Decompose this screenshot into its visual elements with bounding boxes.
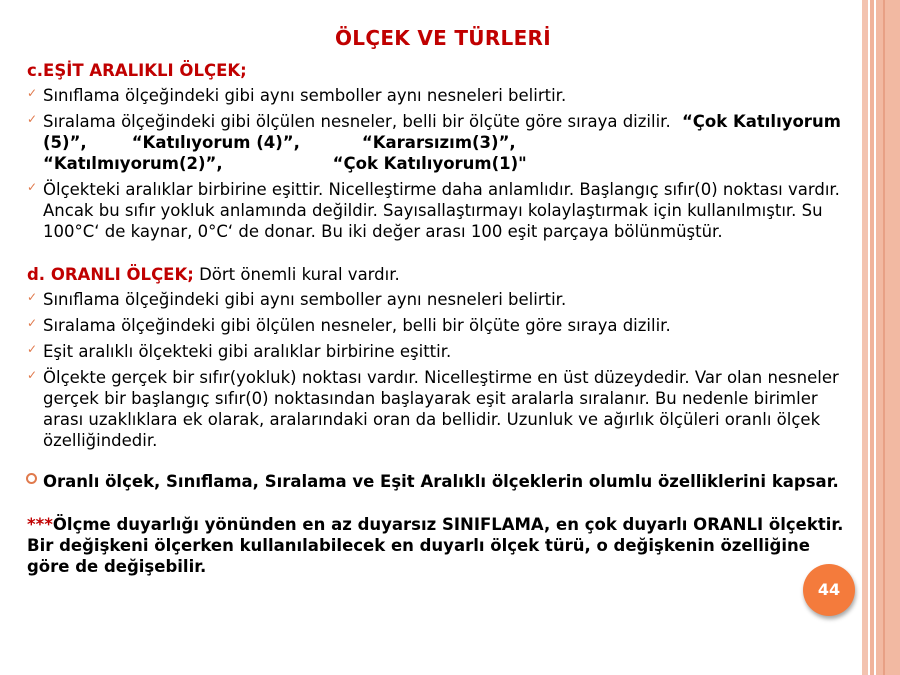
checkmark-icon: ✓ xyxy=(27,290,38,304)
scale-option: “Katılmıyorum(2)”, xyxy=(43,154,223,173)
right-decor-line xyxy=(883,0,885,675)
bullet-item: ✓ Ölçekteki aralıklar birbirine eşittir. Nicelleştirme daha anlamlıdır. Başlangıç sıfır(0) noktası vardır. Ancak bu sıfır yokluk anlamında değildir. Sayısallaştırmayı kolaylaştırmak için kullanılmıştır. Su 100°C‘ de kaynar, 0°C‘ de donar. Bu iki değer arası 100 eşit parçaya bölünmüştür. xyxy=(27,179,857,242)
checkmark-icon: ✓ xyxy=(27,368,38,382)
slide-title: ÖLÇEK VE TÜRLERİ xyxy=(335,26,551,50)
checkmark-icon: ✓ xyxy=(27,316,38,330)
checkmark-icon: ✓ xyxy=(27,342,38,356)
note-text: Ölçme duyarlığı yönünden en az duyarsız SINIFLAMA, en çok duyarlı ORANLI ölçektir. Bir değişkeni ölçerken kullanılabilecek en duyarlı ölçek türü, o değişkenin özelliğine göre de değişebilir. xyxy=(27,515,844,576)
right-decor-stripe xyxy=(870,0,874,675)
summary-item: Oranlı ölçek, Sınıflama, Sıralama ve Eşit Aralıklı ölçeklerin olumlu özelliklerini kapsar. xyxy=(27,471,857,492)
section-d-heading: d. ORANLI ÖLÇEK; xyxy=(27,265,194,284)
circle-bullet-icon xyxy=(26,473,37,484)
section-c-heading: c.EŞİT ARALIKLI ÖLÇEK; xyxy=(27,61,247,80)
right-decor-band xyxy=(876,0,900,675)
checkmark-icon: ✓ xyxy=(27,112,38,126)
scale-option: “Çok Katılıyorum (5)”, xyxy=(43,112,841,152)
page-number-badge: 44 xyxy=(803,564,855,616)
section-d-heading-line xyxy=(27,264,857,285)
bullet-item: ✓ Sınıflama ölçeğindeki gibi aynı semboller aynı nesneleri belirtir. xyxy=(27,85,857,106)
checkmark-icon: ✓ xyxy=(27,86,38,100)
scale-option: “Katılıyorum (4)”, xyxy=(131,133,300,152)
right-decor-stripe xyxy=(862,0,868,675)
bullet-item: ✓ Ölçekte gerçek bir sıfır(yokluk) noktası vardır. Nicelleştirme en üst düzeydedir. Var olan nesneler gerçek bir başlangıç sıfır(0) noktasından başlayarak eşit aralarla sıralanır. Bu nedenle birimler arası uzaklıklara ek olarak, aralarındaki oran da bellidir. Uzunluk ve ağırlık ölçüleri oranlı ölçek özelliğindedir. xyxy=(27,367,857,451)
bullet-item: ✓ Sıralama ölçeğindeki gibi ölçülen nesneler, belli bir ölçüte göre sıraya dizilir. “Çok Katılıyorum (5)”, “Katılıyorum (4)”, “Kararsızım(3)”, “Katılmıyorum(2)”, “Çok Katılıyorum(1)" xyxy=(27,111,857,174)
note-item xyxy=(27,514,857,577)
section-d-heading-rest: Dört önemli kural vardır. xyxy=(193,265,400,284)
bullet-item: ✓ Sıralama ölçeğindeki gibi ölçülen nesneler, belli bir ölçüte göre sıraya dizilir. xyxy=(27,315,857,336)
scale-option: “Kararsızım(3)”, xyxy=(361,133,516,152)
bullet-item: ✓ Sınıflama ölçeğindeki gibi aynı semboller aynı nesneleri belirtir. xyxy=(27,289,857,310)
scale-option: “Çok Katılıyorum(1)" xyxy=(332,154,527,173)
slide-content xyxy=(27,60,857,577)
checkmark-icon: ✓ xyxy=(27,180,38,194)
note-prefix: *** xyxy=(27,515,53,534)
bullet-item: ✓ Eşit aralıklı ölçekteki gibi aralıklar birbirine eşittir. xyxy=(27,341,857,362)
